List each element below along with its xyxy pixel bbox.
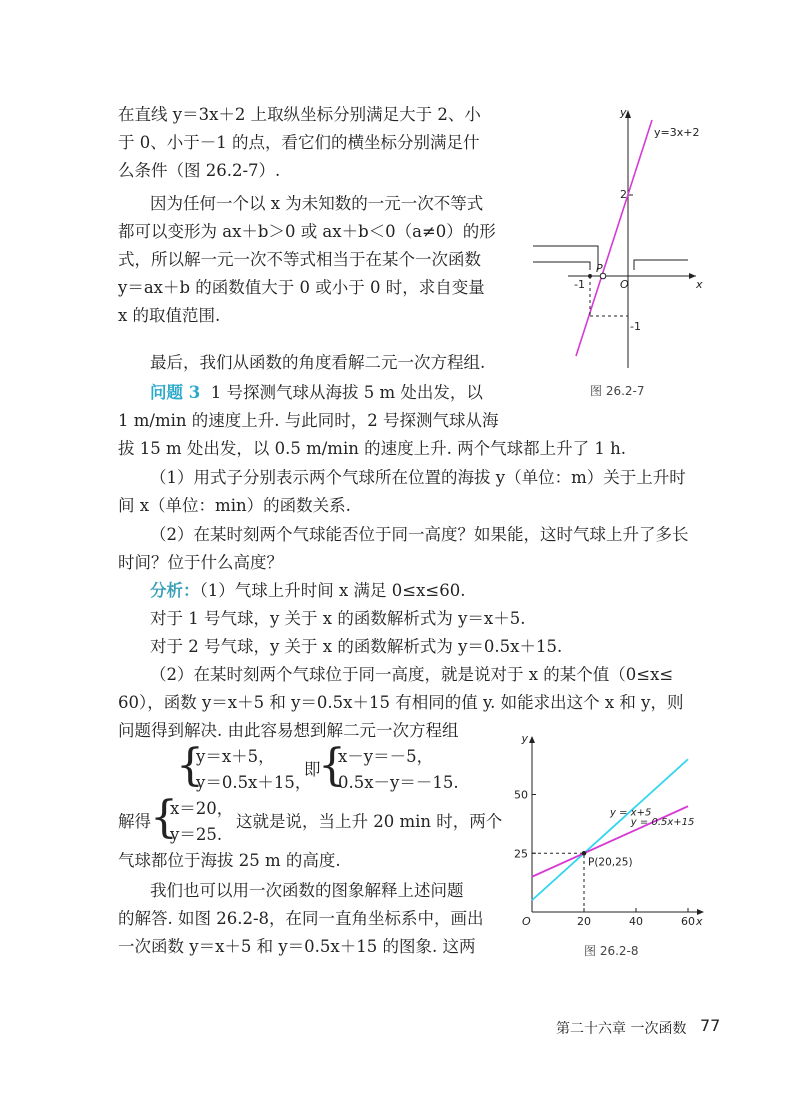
para1-line1: 在直线 y＝3x＋2 上取纵坐标分别满足大于 2、小 (118, 105, 481, 124)
system-eq4: 0.5x－y＝－15. (338, 773, 459, 792)
problem-text1: 1 号探测气球从海拔 5 m 处出发，以 (210, 383, 483, 402)
p2-line3: 问题得到解决. 由此容易想到解二元一次方程组 (118, 721, 459, 740)
system-eq3: x－y＝－5， (338, 747, 434, 766)
final-line1: 我们也可以用一次函数的图象解释上述问题 (150, 881, 464, 900)
fig1-point-neg1 (588, 274, 592, 278)
chart-series-label-2: y = 0.5x+15 (630, 817, 695, 829)
figure-26-2-7-caption: 图 26.2-7 (590, 384, 645, 398)
chart-y-tick-label-25: 25 (514, 847, 528, 861)
chart-series (532, 759, 688, 900)
chart-x-label: x (696, 915, 703, 928)
para2-line2: 都可以变形为 ax＋b＞0 或 ax＋b＜0（a≠0）的形 (118, 222, 496, 241)
q2-line2: 时间？位于什么高度？ (118, 553, 283, 572)
fig1-x-arrow (689, 273, 696, 279)
q2-line1: （2）在某时刻两个气球能否位于同一高度？如果能，这时气球上升了多长 (150, 525, 689, 544)
figure-26-2-7 (528, 100, 708, 370)
chart-y-label: y (521, 732, 528, 745)
para1-line2: 于 0、小于－1 的点，看它们的横坐标分别满足什 (118, 133, 480, 152)
analysis-line2: 对于 1 号气球，y 关于 x 的函数解析式为 y＝x＋5. (150, 609, 526, 628)
chart-guides (532, 853, 584, 912)
system-brace-left: { (176, 740, 204, 791)
problem-label: 问题 3 (150, 383, 201, 402)
final-line3: 一次函数 y＝x＋5 和 y＝0.5x＋15 的图象. 这两 (118, 937, 476, 956)
fig1-tick-neg1-y: -1 (630, 320, 641, 333)
figure-26-2-8-caption: 图 26.2-8 (584, 944, 639, 958)
solution-prefix: 解得 (118, 812, 151, 831)
fig1-tick-2-label: 2 (620, 188, 627, 201)
chart-origin-label: O (522, 915, 531, 928)
chart-series-label-1: y = x+5 (610, 807, 652, 819)
fig1-region-line-upper (533, 246, 598, 270)
chart-x-tick-label-60: 60 (681, 915, 695, 928)
page-number: 77 (700, 1016, 721, 1035)
system-brace-right: { (318, 740, 346, 791)
system-ji: 即 (304, 760, 321, 779)
analysis-line3: 对于 2 号气球，y 关于 x 的函数解析式为 y＝0.5x＋15. (150, 637, 563, 656)
chart-x-tick-label-40: 40 (629, 915, 643, 928)
solution-y: y＝25. (170, 825, 223, 844)
fig1-region-line-lower (533, 262, 590, 270)
problem-line3: 拔 15 m 处出发，以 0.5 m/min 的速度上升. 两个气球都上升了 1 h. (118, 439, 626, 458)
fig1-origin: O (620, 278, 629, 291)
fig1-tick-neg1-x: -1 (574, 278, 585, 291)
solution-x: x＝20， (170, 799, 234, 818)
solution-brace: { (150, 792, 178, 843)
para2-line3: 式，所以解一元一次不等式相当于在某个一次函数 (118, 250, 481, 269)
problem-line1 (150, 382, 483, 404)
fig1-region-line-right (634, 260, 688, 270)
q1-line2: 间 x（单位：min）的函数关系. (118, 496, 351, 515)
figure-26-2-8-chart (510, 732, 710, 932)
p2-line1: （2）在某时刻两个气球位于同一高度，就是说对于 x 的某个值（0≤x≤ (150, 665, 674, 684)
fig1-x-label: x (696, 278, 703, 291)
problem-line2: 1 m/min 的速度上升. 与此同时，2 号探测气球从海 (118, 411, 499, 430)
analysis-line1 (150, 580, 465, 602)
analysis-label: 分析： (150, 581, 200, 600)
para3: 最后，我们从函数的角度看解二元一次方程组. (150, 353, 486, 372)
p2-line2: 60），函数 y＝x＋5 和 y＝0.5x＋15 有相同的值 y. 如能求出这个 x 和 y，则 (118, 693, 684, 712)
chart-x-tick-label-20: 20 (577, 915, 591, 928)
fig1-point-label: P (596, 262, 603, 275)
chart-series-line-1 (532, 759, 688, 900)
analysis-text1: （1）气球上升时间 x 满足 0≤x≤60. (199, 581, 466, 600)
system-eq1: y＝x＋5， (196, 747, 275, 766)
solution-rest: 这就是说，当上升 20 min 时，两个 (236, 812, 503, 831)
fig1-y-label: y (620, 106, 627, 119)
para2-line5: x 的取值范围. (118, 306, 221, 325)
chart-y-tick-label-50: 50 (514, 788, 528, 802)
chart-point-label: P(20,25) (588, 856, 633, 869)
q1-line1: （1）用式子分别表示两个气球所在位置的海拔 y（单位：m）关于上升时 (150, 468, 686, 487)
system-eq2: y＝0.5x＋15， (196, 773, 312, 792)
fig1-line-label: y=3x+2 (654, 126, 700, 139)
solution-line2: 气球都位于海拔 25 m 的高度. (118, 851, 341, 870)
para2-line1: 因为任何一个以 x 为未知数的一元一次不等式 (150, 194, 484, 213)
final-line2: 的解答. 如图 26.2-8，在同一直角坐标系中，画出 (118, 909, 484, 928)
footer-chapter: 第二十六章 一次函数 (556, 1021, 687, 1037)
chart-point-p (582, 851, 587, 856)
chart-y-arrow (529, 736, 535, 743)
para2-line4: y＝ax＋b 的函数值大于 0 或小于 0 时，求自变量 (118, 278, 485, 297)
para1-line3: 么条件（图 26.2-7）. (118, 161, 281, 180)
